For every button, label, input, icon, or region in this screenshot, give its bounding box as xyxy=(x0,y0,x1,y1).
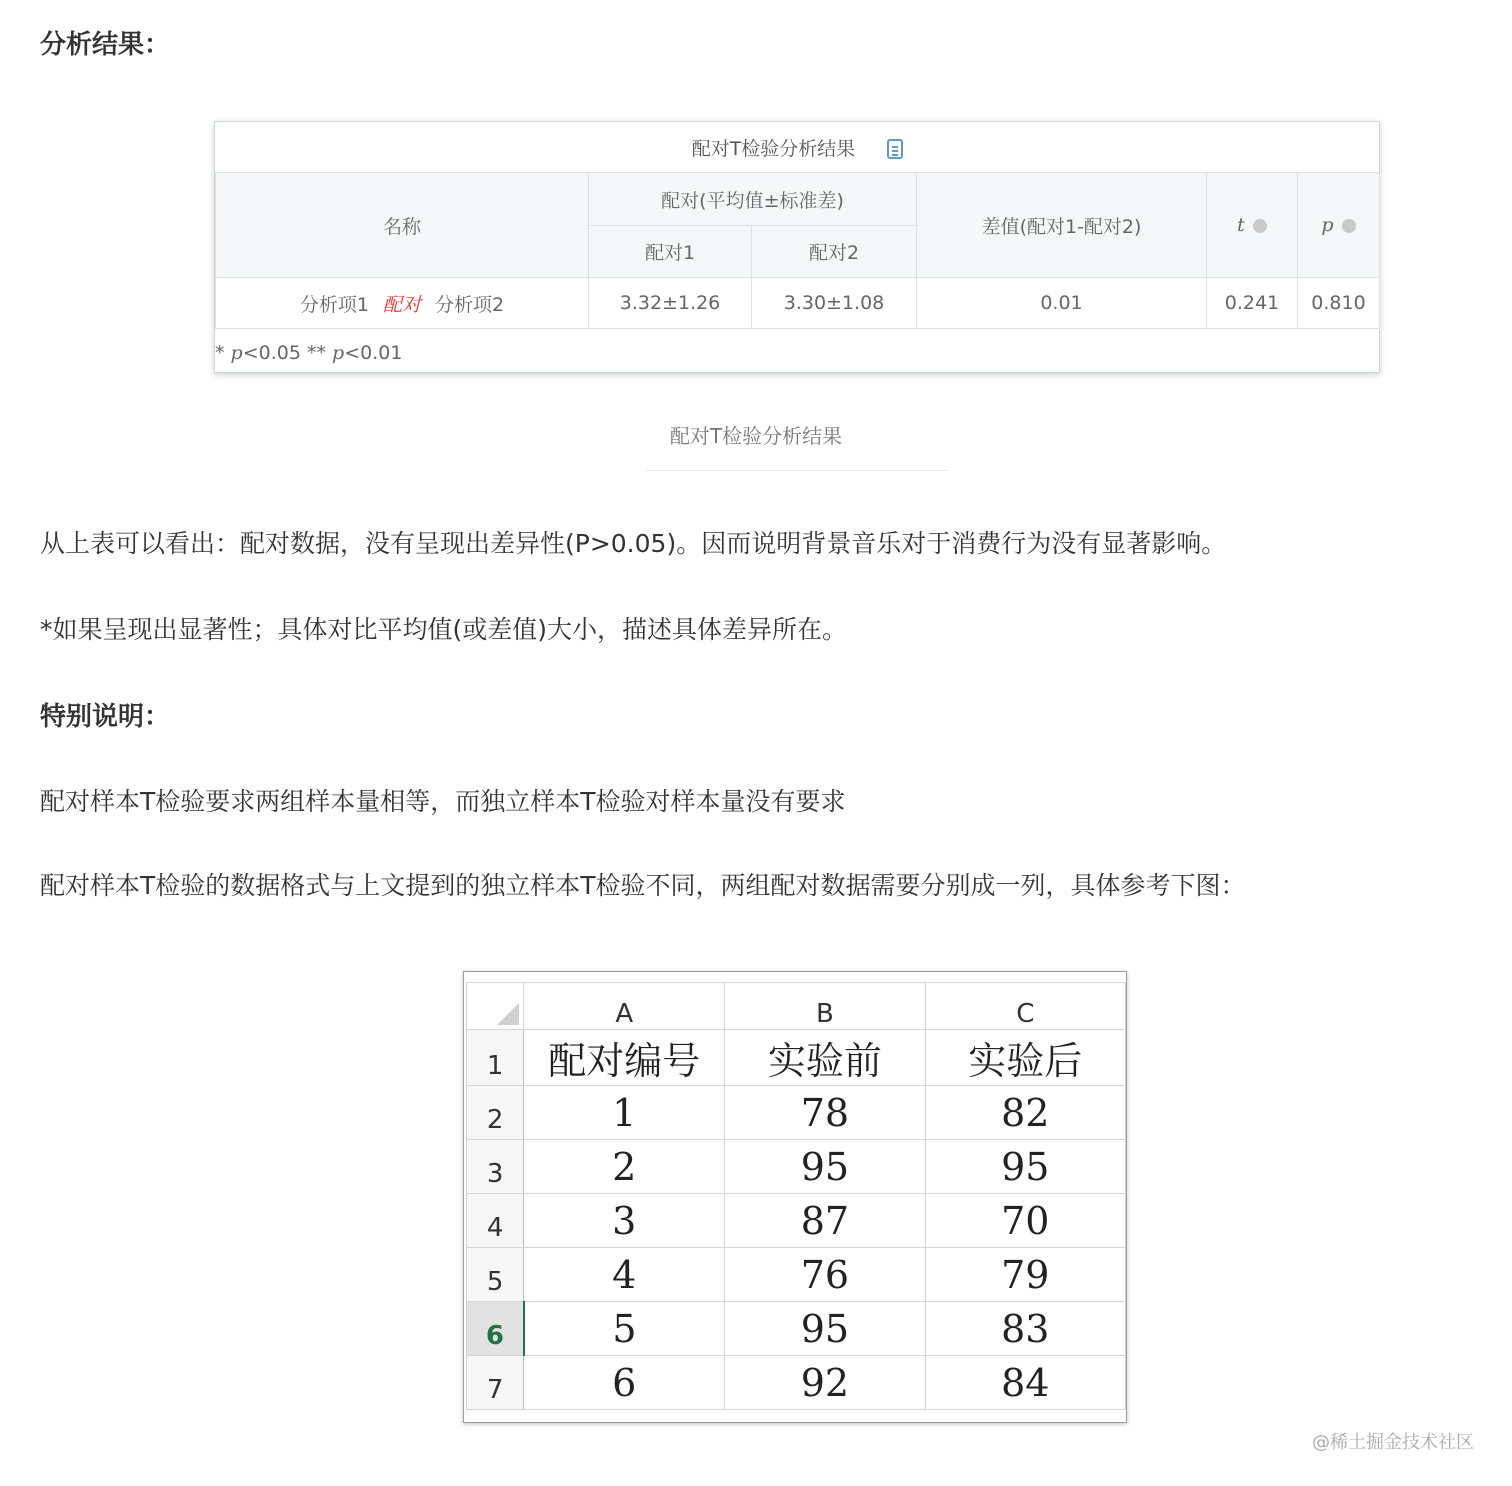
sheet-cell[interactable]: 5 xyxy=(524,1302,725,1356)
table-row xyxy=(467,1086,1126,1140)
sheet-cell[interactable]: 76 xyxy=(725,1248,925,1302)
t-label: t xyxy=(1237,214,1245,236)
section-heading-special: 特别说明： xyxy=(40,702,171,732)
sheet-cell[interactable]: 82 xyxy=(925,1086,1125,1140)
sheet-cell[interactable]: 3 xyxy=(524,1194,725,1248)
row-pair2: 3.30±1.08 xyxy=(752,278,917,329)
header-pair2: 配对2 xyxy=(752,226,917,278)
select-all-corner[interactable] xyxy=(467,983,524,1030)
spreadsheet-grid xyxy=(466,982,1126,1410)
info-icon[interactable] xyxy=(1253,219,1267,233)
footnote-mid: <0.05 ** xyxy=(242,342,333,364)
info-icon[interactable] xyxy=(1342,219,1356,233)
sheet-cell[interactable]: 92 xyxy=(725,1356,925,1410)
sheet-cell[interactable]: 1 xyxy=(524,1086,725,1140)
header-pair1: 配对1 xyxy=(589,226,752,278)
footnote-p: p xyxy=(230,342,243,364)
header-p xyxy=(1298,173,1380,278)
table-row xyxy=(467,1356,1126,1410)
sheet-cell[interactable]: 70 xyxy=(925,1194,1125,1248)
row-header[interactable]: 3 xyxy=(467,1140,524,1194)
table-row xyxy=(216,278,1380,329)
row-header[interactable]: 5 xyxy=(467,1248,524,1302)
row-name xyxy=(216,278,589,329)
sheet-cell[interactable]: 95 xyxy=(925,1140,1125,1194)
row-header[interactable]: 2 xyxy=(467,1086,524,1140)
row-header[interactable]: 6 xyxy=(467,1302,524,1356)
spreadsheet-figure xyxy=(463,971,1127,1423)
sheet-cell[interactable]: 83 xyxy=(925,1302,1125,1356)
row-diff: 0.01 xyxy=(917,278,1207,329)
row-p: 0.810 xyxy=(1298,278,1380,329)
paragraph-format: 配对样本T检验的数据格式与上文提到的独立样本T检验不同，两组配对数据需要分别成一列，具体参考下图： xyxy=(40,871,1246,900)
column-header[interactable]: C xyxy=(925,983,1125,1030)
table-title: 配对T检验分析结果 xyxy=(691,137,856,160)
sheet-cell[interactable]: 78 xyxy=(725,1086,925,1140)
sheet-cell[interactable]: 4 xyxy=(524,1248,725,1302)
header-diff: 差值(配对1-配对2) xyxy=(917,173,1207,278)
sheet-cell[interactable]: 87 xyxy=(725,1194,925,1248)
row-pair1: 3.32±1.26 xyxy=(589,278,752,329)
row-header[interactable]: 4 xyxy=(467,1194,524,1248)
sheet-cell[interactable]: 79 xyxy=(925,1248,1125,1302)
footnote-star: * xyxy=(215,342,231,364)
footnote-p: p xyxy=(332,342,345,364)
row-header[interactable]: 1 xyxy=(467,1030,524,1086)
column-header[interactable]: A xyxy=(524,983,725,1030)
corner-triangle-icon xyxy=(497,1003,519,1025)
document-icon[interactable] xyxy=(887,139,903,159)
row-header[interactable]: 7 xyxy=(467,1356,524,1410)
sheet-cell[interactable]: 配对编号 xyxy=(524,1030,725,1086)
caption-divider xyxy=(646,470,948,471)
pair-tag: 配对 xyxy=(382,293,421,316)
sheet-cell[interactable]: 实验后 xyxy=(925,1030,1125,1086)
result-table-figure xyxy=(214,121,1380,373)
table-row xyxy=(467,1194,1126,1248)
footnote-end: <0.01 xyxy=(344,342,403,364)
table-row xyxy=(467,1030,1126,1086)
item1-label: 分析项1 xyxy=(299,293,369,316)
table-row xyxy=(467,1140,1126,1194)
sheet-cell[interactable]: 6 xyxy=(524,1356,725,1410)
item2-label: 分析项2 xyxy=(435,293,505,316)
table-caption: 配对T检验分析结果 xyxy=(669,424,843,448)
watermark: @稀土掘金技术社区 xyxy=(1312,1432,1474,1453)
sheet-cell[interactable]: 95 xyxy=(725,1140,925,1194)
header-pair-group: 配对(平均值±标准差) xyxy=(589,173,917,226)
header-name: 名称 xyxy=(216,173,589,278)
sheet-cell[interactable]: 2 xyxy=(524,1140,725,1194)
section-heading-result: 分析结果： xyxy=(40,30,171,60)
p-label: p xyxy=(1321,214,1334,236)
result-table xyxy=(215,122,1380,329)
table-footnote xyxy=(215,342,402,364)
column-header[interactable]: B xyxy=(725,983,925,1030)
header-t xyxy=(1207,173,1298,278)
table-row xyxy=(467,1248,1126,1302)
row-t: 0.241 xyxy=(1207,278,1298,329)
table-row xyxy=(467,1302,1126,1356)
paragraph-note: *如果呈现出显著性；具体对比平均值(或差值)大小，描述具体差异所在。 xyxy=(40,615,848,644)
table-title-cell xyxy=(216,122,1380,173)
sheet-cell[interactable]: 实验前 xyxy=(725,1030,925,1086)
sheet-cell[interactable]: 95 xyxy=(725,1302,925,1356)
sheet-cell[interactable]: 84 xyxy=(925,1356,1125,1410)
paragraph-requirement: 配对样本T检验要求两组样本量相等，而独立样本T检验对样本量没有要求 xyxy=(40,787,846,816)
paragraph-conclusion: 从上表可以看出：配对数据，没有呈现出差异性(P>0.05)。因而说明背景音乐对于消费行为没有显著影响。 xyxy=(40,529,1227,558)
